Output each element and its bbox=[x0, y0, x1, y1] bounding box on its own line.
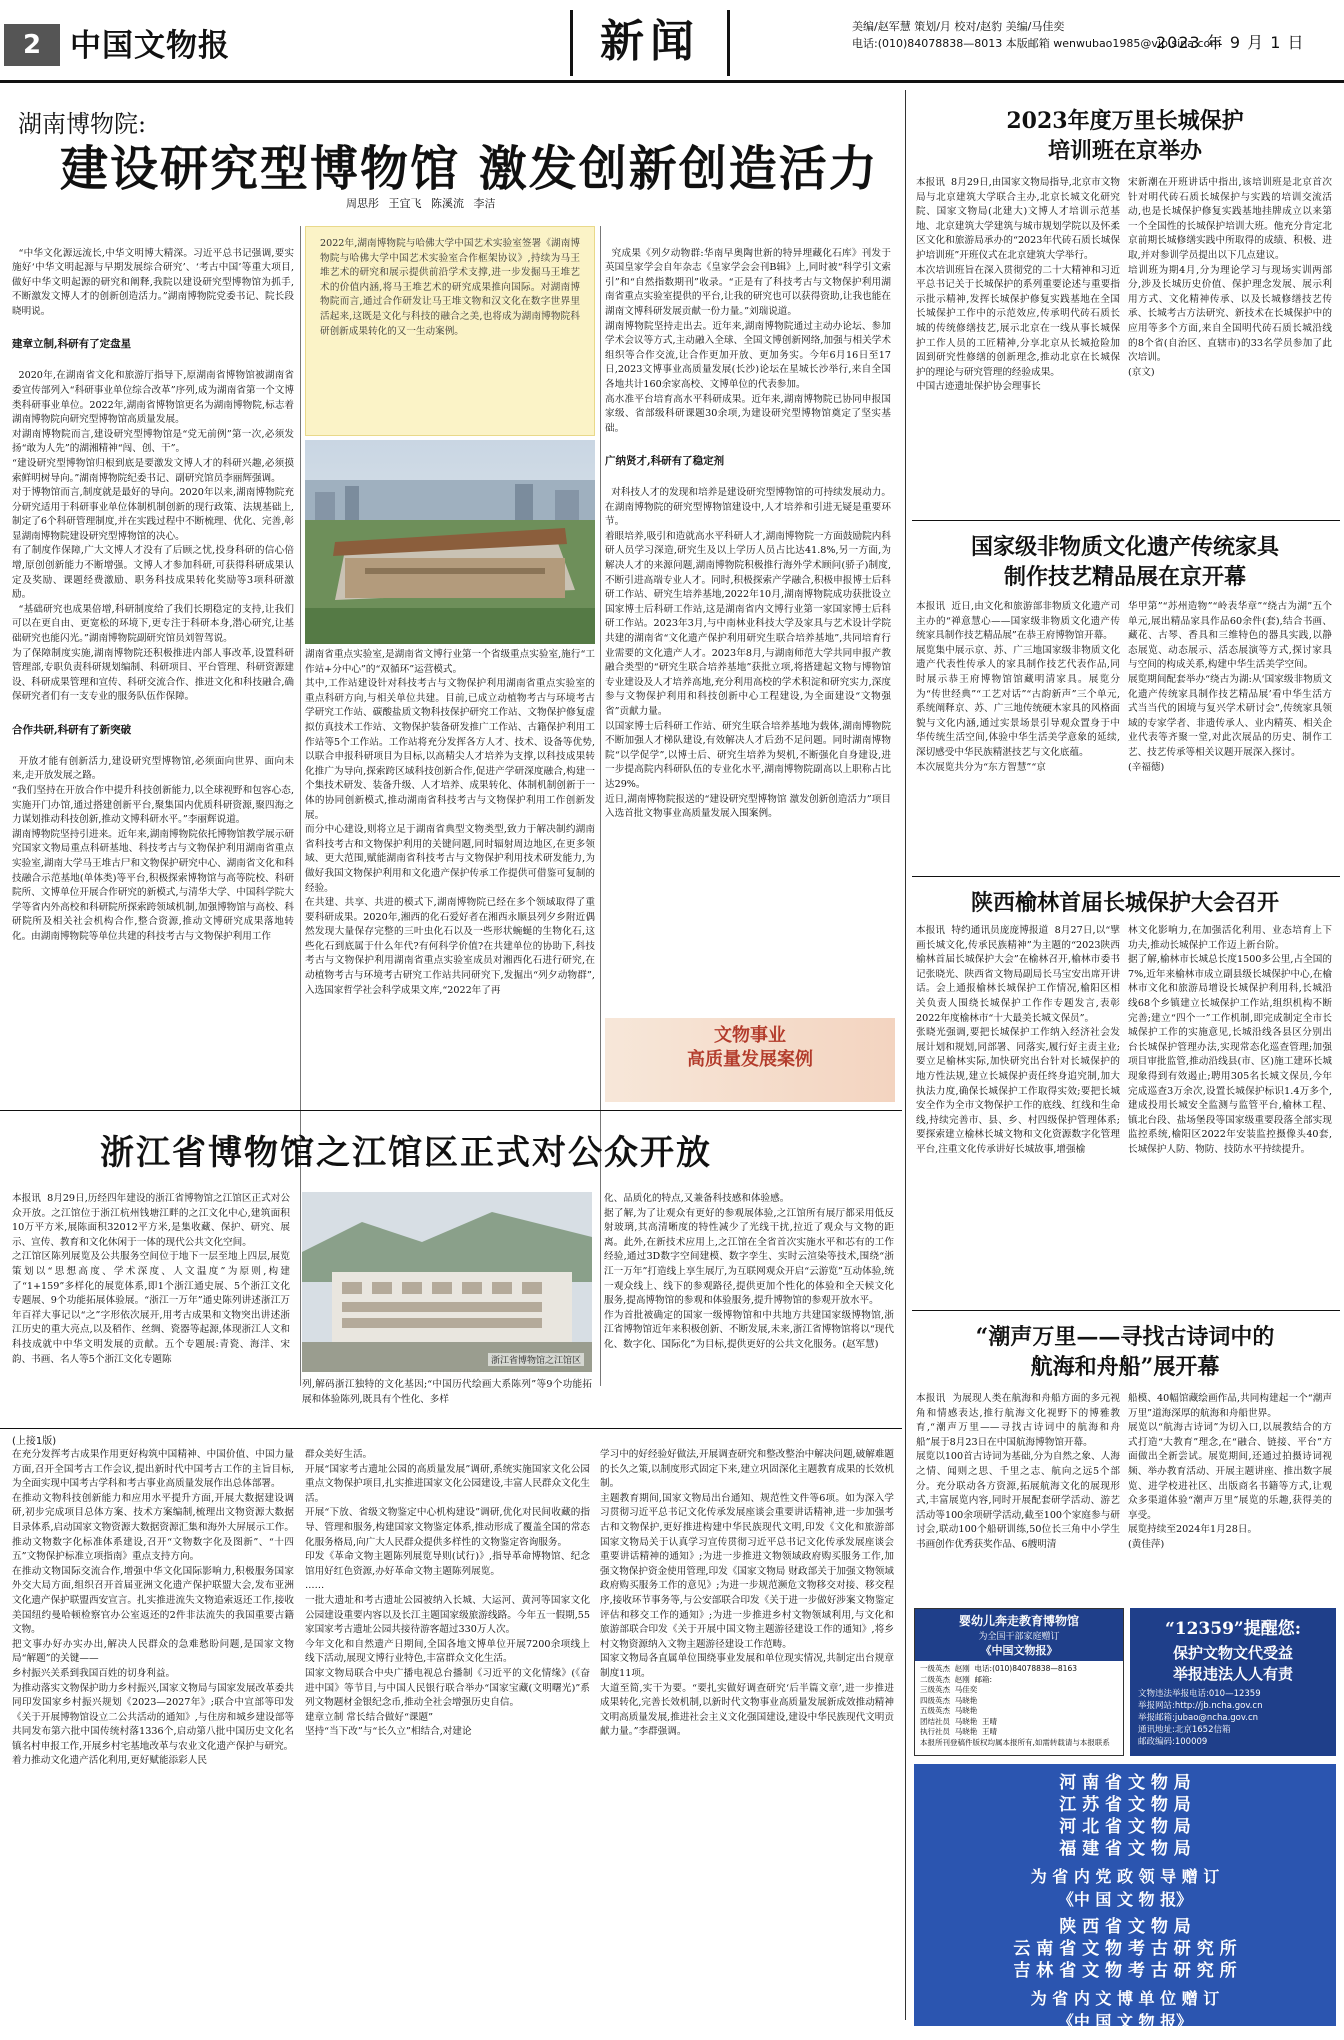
lead-col3-para2: 对科技人才的发现和培养是建设研究型博物馆的可持续发展动力。在湖南博物院的研究型博物馆建设中,人才培养和引进无疑是重要环节。 着眼培养,吸引和造就高水平科研人才,湖南博物院一方面鼓励院内科研人员学习深造,研究生及以上学历人员占比达41.8%,另一方面,为解决人才的来源问题,湖南博物院积极推行海外学术顾问(骄子)制度,不断引进高端专业人才。同时,积极探索产学融合,积极申报博士后科研工作站、研究生培养基地,2022年10月,湖南博物院成功获批设立国家博士后科研工作站,这是湖南省内文博行业第一家国家博士后科研工作站。2023年3月,与中南林业科技大学及家具与艺术设计学院共建的湖南省“文化遗产保护利用研究生联合培养基地”,共同培育行业需要的文化遗产人才。2023年8月,与湖南师范大学共同申报产教融合类型的“研究生联合培养基地”获批立项,将搭建起文物与博物馆专业建设及人才培养高地,充分利用高校的学术积淀和研究实力,深度参与文物保护利用和科技创新中心工程建设,为全面建设“文物强省”贡献力量。 以国家博士后科研工作站、研究生联合培养基地为载体,湖南博物院不断加强人才梯队建设,有效解决人才后劲不足问题。同时湖南博物院“以学促学”,以博士后、研究生培养为契机,不断强化自身建设,进一步提高院内科研队伍的专业化水平,湖南博物院副高以上职称占比达29%。 近日,湖南博物院报送的“建设研究型博物馆 激发创新创造活力”项目入选首批文物事业高质量发展入围案例。 bbox=[605, 487, 891, 820]
poetry-column-2: 船模、40幅馆藏绘画作品,共同构建起一个“潮声万里”道海深厚的航海和舟船世界。 展览以“航海古诗词”为切入口,以展教结合的方式打造“大教育”理念,在“融合、链接、平台”方面做出全新尝试。展览期间,还通过拍摄诗词视频、举办教育活动、开展主题讲座、推出数字展览、进学校进社区、出版商名书籍等方式,让观众多渠道体验“潮声万里”展览的乐趣,获得美的享受。 展览持续至2024年1月28日。 (黄佳萍) bbox=[1128, 1393, 1332, 1550]
furniture-column-1: 本报讯 近日,由文化和旅游部非物质文化遗产司主办的“禅意慧心——国家级非物质文化遗产传统家具制作技艺精品展”在恭王府博物馆开幕。 展览集中展示京、苏、广三地国家级非物质文化遗产代表性传承人的家具制作技艺代表作品,同时展示恭王府博物馆馆藏明清家具。展览分为“传世经典”“工艺对话”“古韵新声”三个单元,系统阐释京、苏、广三地传统硬木家具的风格面貌与文化内涵,通过实景场景引导观众置身于中华传统生活空间,体验中华生活美学意象的延续,深切感受中华民族精湛技艺与文化底蕴。 本次展览共分为“东方智慧”“京 bbox=[916, 601, 1120, 773]
hotline-line1: 保护文物文代受益 bbox=[1172, 1644, 1293, 1662]
provincial-list-2 bbox=[914, 1916, 1336, 1982]
zhejiang-column-1: 本报讯 8月29日,历经四年建设的浙江省博物馆之江馆区正式对公众开放。之江馆位于浙江杭州钱塘江畔的之江文化中心,建筑面积10万平方米,展陈面积32012平方米,是集收藏、保护、研究、展示、宣传、教育和文化休闲于一体的现代公共文化空间。 之江馆区陈列展览及公共服务空间位于地下一层至地上四层,展览策划以“思想高度、学术深度、人文温度”为原则,构建了“1+159”多样化的展览体系,即1个浙江通史展、5个浙江文化专题展、9个功能拓展体验展。“浙江一万年”通史陈列讲述浙江万年百祥大事记以“之”字形依次展开,用考古成果和文物突出讲述浙江历史的重大亮点,以及稻作、丝绸、瓷器等起源,体现浙江人文和科技成就中中华文明发展的贡献。五个专题展:青瓷、海洋、宋韵、书画、名人等5个浙江文化专题陈 bbox=[12, 1193, 290, 1365]
editors-text: 美编/赵军慧 策划/月 校对/赵豹 美编/马佳奕 bbox=[852, 20, 1065, 33]
provincial-org: 河 南 省 文 物 局 bbox=[1059, 1773, 1191, 1793]
provincial-org: 云 南 省 文 物 考 古 研 究 所 bbox=[1013, 1939, 1237, 1959]
lead-col3-para1: 究成果《列夕动物群:华南早奥陶世新的特异埋藏化石库》刊发于英国皇家学会自年杂志《皇家学会会刊B辑》上,同时被“科学引文索引”和“自然指数期刊”收录。“正是有了科技考古与文物保护利用湖南省重点实验室提供的平台,让我的研究也可以获得资助,让我也能在湖南文博科研发展贡献一份力量。”刘瑞说道。 湖南博物院坚持走出去。近年来,湖南博物院通过主动办论坛、参加学术会议等方式,主动融入全球、全国文博创新网络,加强与相关学术组织等合作交流,让合作更加开放、更加务实。今年6月16日至17日,2023文博事业高质量发展(长沙)论坛在星城长沙举行,来自全国各地共计160余家高校、文博单位的代表参加。 高水准平台培育高水平科研成果。近年来,湖南博物院已协同申报国家级、省部级科研课题30余项,为建设研究型博物馆奠定了坚实基础。 bbox=[605, 247, 891, 434]
lead-highlight-box: 2022年,湖南博物院与哈佛大学中国艺术实验室签署《湖南博物院与哈佛大学中国艺术实验室合作框架协议》,持续为马王堆艺术的研究和展示提供前沿学术支撑,进一步发掘马王堆艺术的价值内涵,将马王堆艺术的研究成果推向国际。对湖南博物院而言,通过合作研发让马王堆文物和汉文化在数字世界里活起来,这既是文化与科技的融合之美,也将成为湖南博物院科研创新成果转化的又一生动案例。 bbox=[305, 226, 595, 436]
provincial-org: 河 北 省 文 物 局 bbox=[1059, 1817, 1191, 1837]
subscription-ad-paper: 《中国文物报》 bbox=[980, 1644, 1058, 1657]
case-banner-text: 文物事业 高质量发展案例 bbox=[687, 1025, 813, 1070]
lead-column-2: 湖南省重点实验室,是湖南省文博行业第一个省级重点实验室,施行“工作站+分中心”的“双循环”运营模式。 其中,工作站建设针对科技考古与文物保护利用湖南省重点实验室的重点科研方向,与相关单位共建。目前,已成立动植物考古与环境考古学研究工作站、碳酸盐质文物科技保护研究工作站、文物保护修复虚拟仿真技术工作站、文物保护装备研发推广工作站、古籍保护利用工作站等5个工作站。工作站将充分发挥各方人才、技术、设备等优势,以联合申报科研项目为目标,以高精尖人才培养为支撑,以科技成果转化推广为导向,探索跨区域科技创新合作,促进产学研深度融合,构建一个集技术研发、装备升级、人才培养、成果转化、体制机制创新于一体的协同创新模式,推动湖南省科技考古与文物保护利用工作创新发展。 而分中心建设,则将立足于湖南省典型文物类型,致力于解决制约湖南省科技考古和文物保护利用的关键问题,同时辐射周边地区,在更多领域、更大范围,赋能湖南省科技考古与文物保护利用技术研发能力,为做好我国文物保护利用和文化遗产保护传承工作提供可借鉴可复制的经验。 在共建、共享、共进的模式下,湖南博物院已经在多个领域取得了重要科研成果。2020年,湘西的化石爱好者在湘西永顺县列夕乡附近偶然发现大量保存完整的三叶虫化石以及一些形状蜿蜒的生物化石,这些化石到底属于什么年代?有何科学价值?在共建单位的协助下,科技考古与文物保护利用湖南省重点实验室成员对湘西化石进行研究,在动植物考古与环境考古研究工作站共同研究下,发掘出“列夕动物群”,入选国家哲学社会科学成果文库,“2022年了再 bbox=[305, 649, 595, 996]
lead-headline: 建设研究型博物馆 激发创新创造活力 bbox=[60, 141, 879, 197]
poetry-exhibition-headline: “潮声万里——寻找古诗词中的 航海和舟船”展开幕 bbox=[975, 1324, 1275, 1380]
provincial-org: 陕 西 省 文 物 局 bbox=[1059, 1917, 1191, 1937]
yulin-column-1: 本报讯 特约通讯员庞庞博报道 8月27日,以“擘画长城文化,传承民族精神”为主题的“2023陕西榆林首届长城保护大会”在榆林召开,榆林市委书记张晓光、陕西省文物局副局长马宝安出席开讲话。会上通报榆林长城保护工作情况,榆阳区相关负责人围绕长城保护工作作专题发言,表彰2022年度榆林市“十大最美长城文保员”。 张晓光强调,要把长城保护工作纳入经济社会发展计划和规划,同部署、同落实,履行好主责主业;要立足榆林实际,加快研究出台针对长城保护的地方性法规,建立长城保护责任终身追究制,加大执法力度,确保长城保护工作取得实效;要把长城安全作为全市文物保护工作的底线、红线和生命线,持续完善市、县、乡、村四级保护管理体系;要探索建立榆林长城文物和文化资源数字化管理平台,注重文化传承讲好长城故事,增强榆 bbox=[916, 925, 1120, 1155]
subscription-ad-lines: 一级英杰 赵刚 电话:(010)84078838—8163 二级英杰 赵刚 邮箱: 三级英杰 马佳奕 四级英杰 马晓艳 五级英杰 马晓艳 团结社员 马晓艳 王晴 执行社员 马晓艳 王晴 本报所刊登稿件版权均属本报所有,如需转载请与本报联系 bbox=[920, 1664, 1110, 1747]
lead-byline: 周思彤 王宜飞 陈溪流 李洁 bbox=[346, 197, 496, 210]
provincial-paper-2: 《中 国 文 物 报》 bbox=[1057, 2012, 1193, 2031]
zhejiang-museum-photo bbox=[302, 1192, 592, 1372]
subscription-ad-header bbox=[915, 1609, 1123, 1661]
contact-text: 电话:(010)84078838—8013 本版邮箱 wenwubao1985@vip.sina.com bbox=[852, 37, 1221, 50]
continued-column-1: 在充分发挥考古成果作用更好构筑中国精神、中国价值、中国力量方面,召开全国考古工作会议,提出新时代中国考古工作的主旨目标,为全面实现中国考古学科和考古事业高质量发展作出总体部署。 在推动文物科技创新能力和应用水平提升方面,开展大数据建设调研,初步完成项目总体方案、技术方案编制,梳理出文物资源大数据目录体系,启动国家文物资源大数据资源汇集和海外大屏展示工作。推动文物数字化标准体系建设,召开“文物数字化及图新”、“十四五”文物保护标准立项指南》重点支持方向。 在推动文物国际交流合作,增强中华文化国际影响力,积极服务国家外交大局方面,组织召开首届亚洲文化遗产保护联盟大会,发布亚洲文化遗产保护联盟西安宣言。扎实推进流失文物追索返还工作,接收美国纽约曼哈顿检察官办公室返还的2件非法流失的我国重要古籍文物。 把文事办好办实办出,解决人民群众的急难愁盼问题,是国家文物局“解题”的关键—— 乡村振兴关系到我国百姓的切身利益。 为推动落实文物保护助力乡村振兴,国家文物局与国家发展改革委共同印发国家乡村振兴规划《2023—2027年》;联合中宣部等印发《关于开展博物馆设立二公共活动的通知》,与住房和城乡建设部等共同发布第六批中国传统村落1336个,启动第八批中国历史文化名镇名村申报工作,开展乡村宅基地改革与农业文化遗产保护与研究。 着力推动文化遗产活化利用,更好赋能添彩人民 bbox=[12, 1449, 294, 1767]
provincial-org: 吉 林 省 文 物 考 古 研 究 所 bbox=[1013, 1961, 1237, 1981]
case-banner bbox=[605, 1018, 895, 1102]
furniture-column-2: 华甲第”“苏州造物”“岭表华章”“绕古为湖”五个单元,展出精品家具作品60余件(套),结合书画、藏花、古琴、香具和三维特色的器具实践,以静态展览、动态展示、活态展演等方式,探讨家具与空间的构成关系,构建中华生活美学空间。 展览期间配套举办“绕古为湖:从‘国家级非物质文化遗产传统家具制作技艺精品展’看中华生活方式当当代的困境与复兴学术研讨会”,传统家具领域的专家学者、非遗传承人、业内精英、相关企业代表等齐聚一堂,对此次展品的历史、制作工艺、技艺传承等相关议题开展深入探讨。 (辛福德) bbox=[1128, 601, 1332, 773]
section-title: 新闻 bbox=[570, 10, 730, 76]
subscription-ad bbox=[914, 1608, 1124, 1756]
lead-subhead-3: 广纳贤才,科研有了稳定剂 bbox=[605, 454, 725, 467]
provincial-paper-1: 《中 国 文 物 报》 bbox=[1057, 1890, 1193, 1909]
lead-col1-para: “中华文化源远流长,中华文明博大精深。习近平总书记强调,要实施好‘中华文明起源与早期发展综合研究’、‘考古中国’等重大项目,做好中华文明起源的研究和阐释,我院以建设研究型博物馆为抓手,不断激发文博人才的创新创造活力。”湖南博物院党委书记、院长段晓明说。 bbox=[12, 247, 294, 317]
continued-label: (上接1版) bbox=[12, 1436, 57, 1447]
zhejiang-photo-caption: 浙江省博物馆之江馆区 bbox=[488, 1353, 584, 1366]
provincial-subscription-ad bbox=[914, 1764, 1336, 2031]
header-rule bbox=[0, 80, 1344, 83]
subscription-ad-title: 婴幼儿奔走教育博物馆 bbox=[958, 1614, 1079, 1628]
subscription-ad-sub: 为全国干部家庭赠订 bbox=[978, 1632, 1060, 1642]
issue-date: 2023 年 9 月 1 日 bbox=[1156, 33, 1305, 52]
provincial-org: 福 建 省 文 物 局 bbox=[1059, 1839, 1191, 1859]
great-wall-column-1: 本报讯 8月29日,由国家文物局指导,北京市文物局与北京建筑大学联合主办,北京长城文化研究院、国家文物局(北建大)文博人才培训示范基地、北京建筑大学建筑与城市规划学院以及怀柔区文化和旅游局承办的“2023年代砖石质长城保护培训班”开班仪式在北京建筑大学举行。 本次培训班旨在深入贯彻党的二十大精神和习近平总书记关于长城保护的系列重要论述与重要指示批示精神,发挥长城保护修复实践基地在全国长城保护工作中的示范效应,传承明代砖石质长城的传统修缮技艺,展示北京在一线从事长城保护工作人员的工匠精神,分享北京从长城抢险加固到研究性修缮的创新理念,推动北京在长城保护的理论与研究管理的经验成果。 中国古迹遗址保护协会理事长 bbox=[916, 177, 1120, 393]
lead-col1-para2: 2020年,在湖南省文化和旅游厅指导下,原湖南省博物馆被湖南省委宣传部列入“科研事业单位综合改革”序列,成为湖南省第一个文博类科研事业单位。2022年,湖南省博物馆更名为湖南博物院,标志着湖南博物院向研究型博物馆高质量发展。 对湖南博物院而言,建设研究型博物馆是“党无前例”第一次,必须发扬“敢为人先”的湖湘精神“闯、创、干”。 “建设研究型博物馆归根到底是要激发文博人才的科研兴趣,必须摸索鲜明树导向。”湖南博物院纪委书记、副研究馆员李丽辉强调。 对于博物馆而言,制度就是最好的导向。2020年以来,湖南博物院充分研究适用于科研事业单位体制机制创新的现行政策、法规基础上,制定了6个科研管理制度,并在实践过程中不断梳理、优化、完善,彰显湖南博物院建设研究型博物馆的决心。 有了制度作保障,广大文博人才没有了后顾之忧,投身科研的信心倍增,原创创新能力不断增强。文博人才参加科研,可获得科研成果认定及奖励、课题经费激励、职务科技成果转化奖励等3项科研激励。 bbox=[12, 370, 294, 601]
newspaper-masthead: 中国文物报 bbox=[70, 28, 230, 64]
lead-col1-para4: 开放才能有创新活力,建设研究型博物馆,必须面向世界、面向未来,走开放发展之路。 “我们坚持在开放合作中提升科技创新能力,以全球视野和包容心态,实施开门办馆,通过搭建创新平台,聚集国内优质科研资源,聚四海之力谋划推动科技创新,推动文博科研水平。”李丽辉说道。 湖南博物院坚持引进来。近年来,湖南博物院依托博物馆教学展示研究国家文物局重点科研基地、科技考古与文物保护利用湖南省重点实验室,湖南大学马王堆古尸和文物保护研究中心、湖南省文化和科技融合示范基地(单体类)等平台,积极探索博物馆与高等院校、科研院所、文博单位开展合作研究的新模式,与清华大学、中国科学院大学等省内外高校和科研院所探索跨领域机制,加强博物馆与高校、科研院所及相关社会机构合作,整合资源,推动文博研究成果落地转化。由湖南博物院等单位共建的科技考古与文物保护利用工作 bbox=[12, 755, 294, 942]
hotline-title: “12359”提醒您: bbox=[1165, 1619, 1301, 1639]
zhejiang-column-2: 列,解码浙江独特的文化基因;“中国历代绘画大系陈列”等9个功能拓展和体验陈列,既具有个性化、多样 bbox=[302, 1379, 592, 1405]
lead-kicker: 湖南博物院: bbox=[18, 110, 147, 138]
provincial-sub-1: 为 省 内 党 政 领 导 赠 订 bbox=[1030, 1867, 1220, 1886]
zhejiang-headline: 浙江省博物馆之江馆区正式对公众开放 bbox=[100, 1133, 712, 1173]
page-number: 2 bbox=[4, 24, 60, 66]
lead-subhead-2: 合作共研,科研有了新突破 bbox=[12, 723, 132, 736]
yulin-column-2: 林文化影响力,在加强活化利用、业态培育上下功夫,推动长城保护工作迈上新台阶。 据了解,榆林市长城总长度1500多公里,占全国的7%,近年来榆林市成立副县级长城保护中心,在榆林市文化和旅游局增设长城保护利用科,长城沿线68个乡镇建立长城保护工作站,组织机构不断完善;建立“四个一”工作机制,即完成制定全市长城保护工作的实施意见,长城沿线各县区分别出台长城保护管理办法,实现常态化巡查管理;加强项目审批监管,推动沿线县(市、区)施工建环长城现象得到有效遏止;聘用305名长城文保员,今年完成巡查3万余次,设置长城保护标识1.4万多个,建成投用长城安全监测与监管平台,榆林工程、镇北台段、盐场堡段等国家级重要段落全部实现监控系统,榆阳区2022年安装监控摄像头40套,长城保护人防、物防、技防水平持续提升。 bbox=[1128, 925, 1332, 1155]
great-wall-headline: 2023年度万里长城保护 培训班在京举办 bbox=[1006, 108, 1244, 164]
lead-subhead-1: 建章立制,科研有了定盘星 bbox=[12, 338, 132, 351]
lead-column-3 bbox=[605, 232, 891, 1012]
continued-column-2: 群众美好生活。 开展“国家考古遗址公园的高质量发展”调研,系统实施国家文化公园重点文物保护项目,扎实推进国家文化公园建设,丰富人民群众文化生活。 开展“下放、省级文物鉴定中心机构建设”调研,优化对民间收藏的指导、管理和服务,构建国家文物鉴定体系,推动形成了覆盖全国的常态化服务格局,向广大人民群众提供多样性的文物鉴定咨询服务。 印发《革命文物主题陈列展览导则(试行)》,指导革命博物馆、纪念馆用好红色资源,办好革命文物主题陈列展览。 …… 一批大遗址和考古遗址公园被纳入长城、大运河、黄河等国家文化公园建设重要内容以及长江主题国家级旅游线路。今年五一假期,55家国家考古遗址公园共接待游客超过330万人次。 今年文化和自然遗产日期间,全国各地文博单位开展7200余项线上线下活动,展现文博行业特色,丰富群众文化生活。 国家文物局联合中央广播电视总台播制《习近平的文化情缘》(《奋进中国》等节目,与中国人民银行联合举办“国家宝藏(文明曙光)”系列文物题材金银纪念币,推动全社会增强历史自信。 建章立制 常长结合做好“课题” 坚持“当下改”与“长久立”相结合,对建论 bbox=[305, 1449, 590, 1738]
zhejiang-column-3: 化、品质化的特点,又兼备科技感和体验感。 据了解,为了让观众有更好的参观展体验,之江馆所有展厅都采用低反射玻璃,其高清晰度的特性减少了光线干扰,拉近了观众与文物的距离。此外,在新技术应用上,之江馆在全省首次实施水平和芯有的工作经验,通过3D数字空间建模、数字孪生、实时云渲染等技术,围绕“浙江一万年”打造线上享生展厅,为互联网观众开启“云游览”互动体验,统一观众线上、线下的参观路径,提供更加个性化的体验和全天候文化服务,提高博物馆的参观和体验服务,提升博物馆的参观开放水平。 作为首批被确定的国家一级博物馆和中共地方共建国家级博物馆,浙江省博物馆近年来积极创新、不断发展,未来,浙江省博物馆将以“现代化、数字化、国际化”为目标,提供更好的公共文化服务。(赵军慧) bbox=[604, 1193, 894, 1350]
provincial-list-1 bbox=[914, 1772, 1336, 1860]
hotline-line2: 举报违法人人有责 bbox=[1172, 1665, 1293, 1683]
provincial-sub-2: 为 省 内 文 博 单 位 赠 订 bbox=[1030, 1989, 1220, 2008]
lead-col1-para3: “基础研究也成果倍增,科研制度给了我们长期稳定的支持,让我们可以在更自由、更宽松的环境下,更专注于科研本身,潜心研究,让基础研究也能闪光。”湖南博物院副研究馆员刘智驾说。 为了保障制度实施,湖南博物院还积极推进内部人事改革,设置科研管理部,专职负责科研规划编制、科研项目、平台管理、科研资源建设、科研成果管理和宣传、科研交流合作、推进文化和科技融合,确保研究者们有一支专业的服务队伍作保障。 bbox=[12, 603, 294, 703]
poetry-column-1: 本报讯 为展现人类在航海和舟船方面的多元视角和情感表达,推行航海文化视野下的博雅教育,“潮声万里——寻找古诗词中的航海和舟船”展于8月23日在中国航海博物馆开幕。 展览以100首古诗词为基础,分为自然之象、人海之情、闻则之思、千里之志、航向之远5个部分。充分联动各方资源,拓展航海文化的展现形式,丰富展览内容,同时开展配套研学活动、游艺活动等100余项研学活动,截至100个家庭参与研讨会,联动100个船研训练,50位长三角中小学生书画创作优秀获奖作品、6艘明清 bbox=[916, 1393, 1120, 1550]
hotline-info: 文物违法举报电话:010—12359 举报网站:http://jb.ncha.gov.cn 举报邮箱:jubao@ncha.gov.cn 通讯地址:北京1652信箱 邮政编码:100009 bbox=[1138, 1689, 1263, 1747]
provincial-org: 江 苏 省 文 物 局 bbox=[1059, 1795, 1191, 1815]
museum-photo bbox=[305, 440, 595, 644]
furniture-headline: 国家级非物质文化遗产传统家具 制作技艺精品展在京开幕 bbox=[970, 534, 1279, 590]
yulin-headline: 陕西榆林首届长城保护大会召开 bbox=[970, 890, 1279, 916]
great-wall-column-2: 宋新潮在开班讲话中指出,该培训班是北京首次针对明代砖石质长城保护与实践的培训交流活动,也是长城保护修复实践基地挂牌成立以来第一个全国性的长城保护培训大班。他充分肯定北京前期长城修缮实践中所取得的成绩、积极、进取,并对参训学员提出以下几点建议。 培训班为期4月,分为理论学习与现场实训两部分,涉及长城历史价值、保护理念发展、展示利用方式、文化精神传承、以及长城修缮技艺传承、长城考古方法研究、新技术在长城保护中的应用等多个方面,来自全国明代砖石质长城沿线的8个省(自治区、直辖市)的33名学员参加了此次培训。 (京文) bbox=[1128, 177, 1332, 378]
continued-column-3: 学习中的好经验好做法,开展调查研究和整改整治中解决问题,破解难题的长久之策,以制度形式固定下来,建立巩固深化主题教育成果的长效机制。 主题教育期间,国家文物局出台通知、规范性文件等6项。如为深入学习贯彻习近平总书记文化传承发展座谈会重要讲话精神,进一步加强考古和文物保护,更好推进构建中华民族现代文明,印发《文化和旅游部 国家文物局关于认真学习宣传贯彻习近平总书记文化传承发展座谈会重要讲话精神的通知》;为进一步推进文物领域政府购买服务工作,加强文物保护资金使用管理,印发《国家文物局 财政部关于加强文物领域政府购买服务工作的意见》;为进一步规范濒危文物移交对接、移交程序,接收环节事务等,与公安部联合印发《关于进一步做好涉案文物鉴定评估和移交工作的通知》;为进一步推进乡村文物领域利用,与文化和旅游部联合印发《关于开展中国文物主题游径建设工作的通知》,将乡村文物资源纳入文物主题游径建设工作范畴。 国家文物局各直属单位围绕事业发展和单位现实情况,共制定出台规章制度11项。 大道至简,实干为要。“要扎实做好调查研究‘后半篇文章’,进一步推进成果转化,完善长效机制,以新时代文物事业高质量发展新成效推动精神文明高质量发展,推进社会主义文化强国建设,建设中华民族现代文明贡献力量。”李群强调。 bbox=[600, 1449, 894, 1738]
report-hotline-ad bbox=[1130, 1608, 1336, 1756]
